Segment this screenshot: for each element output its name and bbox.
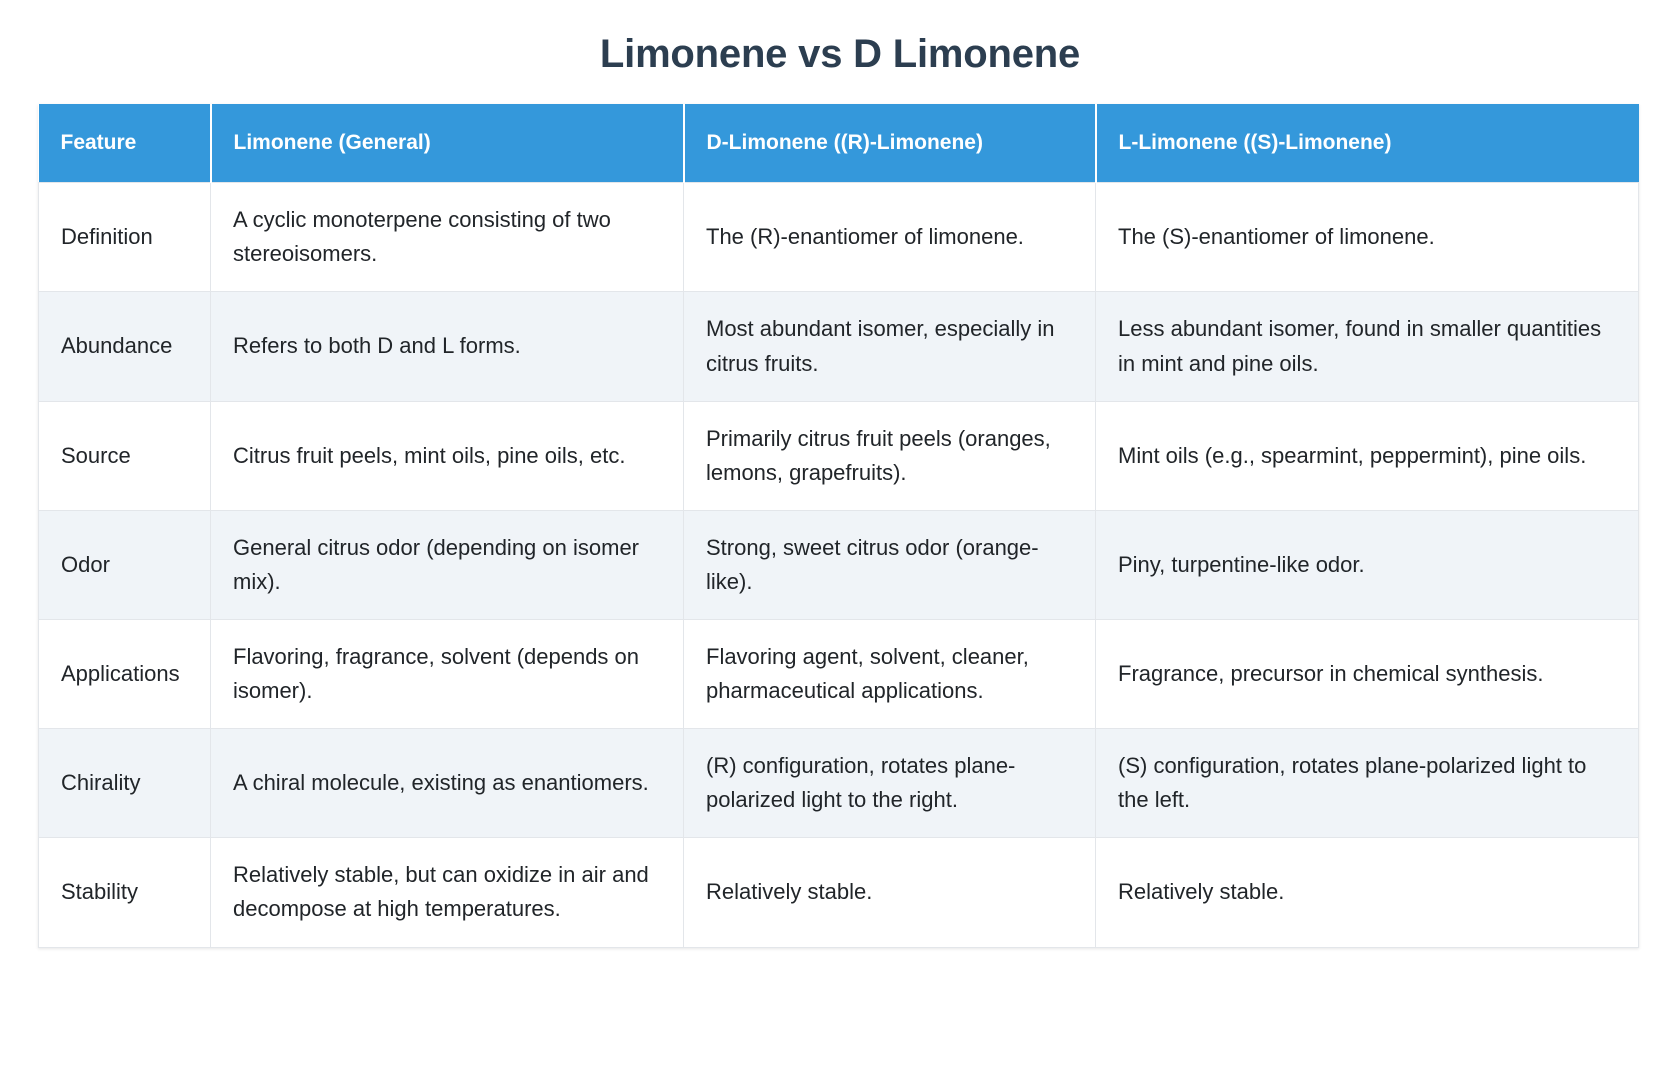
comparison-table-container <box>38 104 1638 948</box>
cell-feature: Definition <box>39 183 211 292</box>
page-title: Limonene vs D Limonene <box>599 32 1081 76</box>
cell-d-limonene: Strong, sweet citrus odor (orange-like). <box>684 510 1096 619</box>
column-header-d-limonene: D-Limonene ((R)-Limonene) <box>684 104 1096 183</box>
table-row <box>39 401 1639 510</box>
cell-l-limonene: Piny, turpentine-like odor. <box>1096 510 1639 619</box>
table-row <box>39 292 1639 401</box>
cell-limonene-general: Relatively stable, but can oxidize in air and decompose at high temperatures. <box>211 838 684 947</box>
cell-feature: Source <box>39 401 211 510</box>
cell-limonene-general: Flavoring, fragrance, solvent (depends on isomer). <box>211 620 684 729</box>
cell-limonene-general: Citrus fruit peels, mint oils, pine oils, etc. <box>211 401 684 510</box>
cell-limonene-general: A cyclic monoterpene consisting of two stereoisomers. <box>211 183 684 292</box>
cell-l-limonene: The (S)-enantiomer of limonene. <box>1096 183 1639 292</box>
cell-feature: Odor <box>39 510 211 619</box>
cell-d-limonene: Most abundant isomer, especially in citrus fruits. <box>684 292 1096 401</box>
cell-d-limonene: Flavoring agent, solvent, cleaner, pharmaceutical applications. <box>684 620 1096 729</box>
table-row <box>39 510 1639 619</box>
cell-feature: Applications <box>39 620 211 729</box>
cell-feature: Abundance <box>39 292 211 401</box>
table-body <box>39 183 1639 947</box>
cell-limonene-general: General citrus odor (depending on isomer mix). <box>211 510 684 619</box>
table-row <box>39 620 1639 729</box>
cell-d-limonene: (R) configuration, rotates plane-polarized light to the right. <box>684 729 1096 838</box>
table-row <box>39 183 1639 292</box>
table-row <box>39 838 1639 947</box>
cell-l-limonene: Fragrance, precursor in chemical synthesis. <box>1096 620 1639 729</box>
cell-feature: Stability <box>39 838 211 947</box>
cell-d-limonene: Relatively stable. <box>684 838 1096 947</box>
cell-l-limonene: Relatively stable. <box>1096 838 1639 947</box>
cell-l-limonene: Mint oils (e.g., spearmint, peppermint), pine oils. <box>1096 401 1639 510</box>
cell-limonene-general: A chiral molecule, existing as enantiomers. <box>211 729 684 838</box>
table-header <box>39 104 1639 183</box>
table-header-row <box>39 104 1639 183</box>
column-header-l-limonene: L-Limonene ((S)-Limonene) <box>1096 104 1639 183</box>
cell-feature: Chirality <box>39 729 211 838</box>
cell-d-limonene: The (R)-enantiomer of limonene. <box>684 183 1096 292</box>
cell-d-limonene: Primarily citrus fruit peels (oranges, lemons, grapefruits). <box>684 401 1096 510</box>
column-header-limonene-general: Limonene (General) <box>211 104 684 183</box>
cell-limonene-general: Refers to both D and L forms. <box>211 292 684 401</box>
comparison-table <box>38 104 1639 948</box>
column-header-feature: Feature <box>39 104 211 183</box>
table-row <box>39 729 1639 838</box>
cell-l-limonene: Less abundant isomer, found in smaller quantities in mint and pine oils. <box>1096 292 1639 401</box>
cell-l-limonene: (S) configuration, rotates plane-polarized light to the left. <box>1096 729 1639 838</box>
